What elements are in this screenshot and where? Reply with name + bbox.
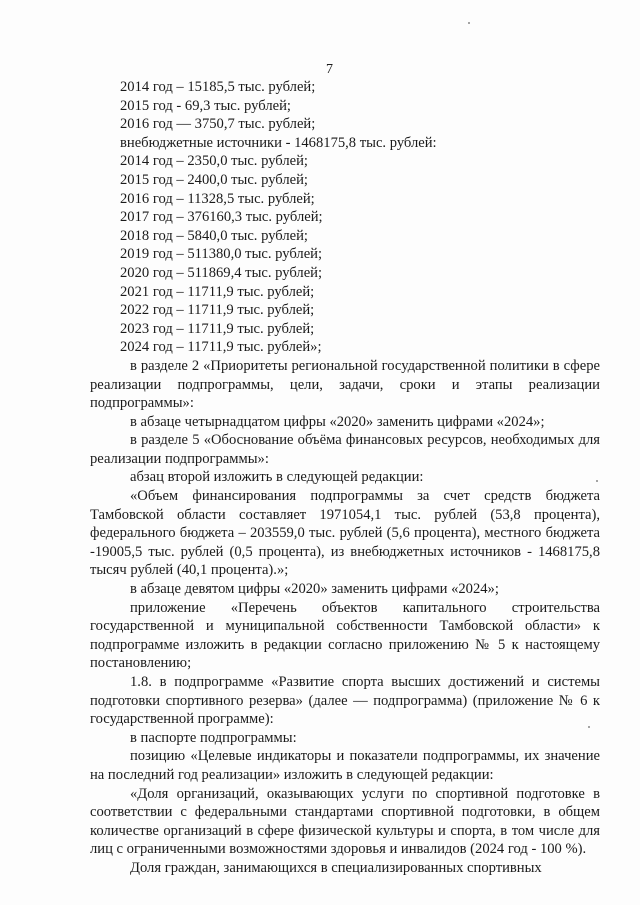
scan-speck <box>468 22 470 24</box>
scan-speck <box>588 726 590 728</box>
paragraph-share-citizens: Доля граждан, занимающихся в специализированных спортивных <box>130 859 542 876</box>
paragraph-passport: в паспорте подпрограммы: <box>130 729 297 746</box>
paragraph-1-8: 1.8. в подпрограмме «Развитие спорта высших достижений и системы подготовки спортивного резерва» (далее — подпрограмма) (приложение № 6 к государственной программе): <box>90 674 600 728</box>
list-item: 2015 год – 2400,0 тыс. рублей; <box>120 171 308 188</box>
list-item: 2017 год – 376160,3 тыс. рублей; <box>120 209 323 226</box>
list-item: 2015 год - 69,3 тыс. рублей; <box>120 97 291 114</box>
list-item: 2023 год – 11711,9 тыс. рублей; <box>120 320 315 337</box>
list-item: 2022 год – 11711,9 тыс. рублей; <box>120 302 315 319</box>
list-item: 2014 год – 15185,5 тыс. рублей; <box>120 79 316 95</box>
paragraph-replace-14: в абзаце четырнадцатом цифры «2020» заменить цифрами «2024»; <box>130 413 545 430</box>
paragraph-second-abzac: абзац второй изложить в следующей редакции: <box>130 469 424 486</box>
paragraph-replace-9: в абзаце девятом цифры «2020» заменить цифрами «2024»; <box>130 581 499 598</box>
page-number: 7 <box>326 62 333 77</box>
scan-speck <box>596 480 598 482</box>
document-body <box>90 78 600 878</box>
list-item: 2024 год – 11711,9 тыс. рублей»; <box>120 339 322 356</box>
list-item: 2021 год – 11711,9 тыс. рублей; <box>120 283 315 300</box>
list-item: 2016 год — 3750,7 тыс. рублей; <box>120 116 316 133</box>
list-item: 2019 год – 511380,0 тыс. рублей; <box>120 246 323 263</box>
list-item: внебюджетные источники - 1468175,8 тыс. рублей: <box>120 134 437 151</box>
paragraph-section-2: в разделе 2 «Приоритеты региональной государственной политики в сфере реализации подпрограммы, цели, задачи, сроки и этапы реализации подпрограммы»: <box>90 357 600 412</box>
list-item: 2018 год – 5840,0 тыс. рублей; <box>120 227 308 244</box>
paragraph-share-quote: «Доля организаций, оказывающих услуги по спортивной подготовке в соответствии с федеральными стандартами спортивной подготовки, в общем количестве организаций в сфере физической культуры и спорта, в том числе для лиц с ограниченными возможностями здоровья и инвалидов (2024 год - 100 %). <box>90 785 600 858</box>
paragraph-section-5: в разделе 5 «Обоснование объёма финансовых ресурсов, необходимых для реализации подпрограммы»: <box>90 432 600 467</box>
paragraph-indicators: позицию «Целевые индикаторы и показатели подпрограммы, их значение на последний год реализации» изложить в следующей редакции: <box>90 748 600 783</box>
funding-list <box>90 78 600 357</box>
list-item: 2016 год – 11328,5 тыс. рублей; <box>120 190 315 207</box>
list-item: 2020 год – 511869,4 тыс. рублей; <box>120 264 323 281</box>
paragraph-appendix: приложение «Перечень объектов капитального строительства государственной и муниципальной собственности Тамбовской области» к подпрограмме изложить в редакции согласно приложению № 5 к настоящему постановлению; <box>90 599 600 672</box>
paragraph-funding-quote: «Объем финансирования подпрограммы за счет средств бюджета Тамбовской области составляет 1971054,1 тыс. рублей (53,8 процента), федерального бюджета – 203559,0 тыс. рублей (5,6 процента), местного бюджета -19005,5 тыс. рублей (0,5 процента), из внебюджетных источников - 1468175,8 тысяч рублей (40,1 процента).»; <box>90 488 600 579</box>
list-item: 2014 год – 2350,0 тыс. рублей; <box>120 153 308 170</box>
